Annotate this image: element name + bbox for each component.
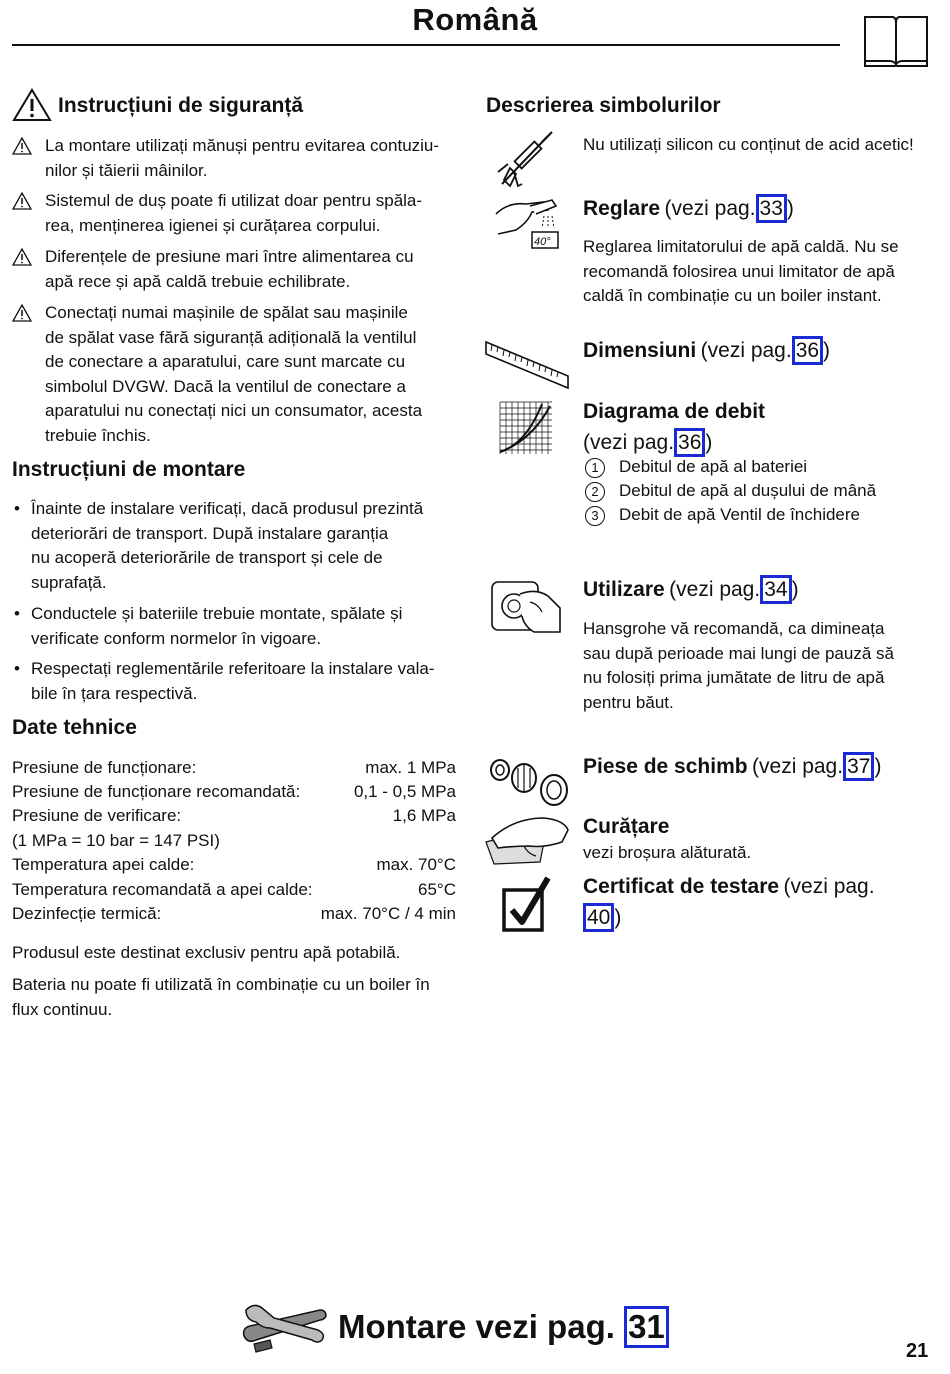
certificate-page-link[interactable]: 40 bbox=[583, 903, 614, 932]
cleaning-hand-icon bbox=[484, 812, 570, 868]
montage-label: Montare vezi pag. bbox=[338, 1308, 615, 1345]
cleaning-title: Curățare bbox=[583, 815, 670, 838]
flow-item-number: 3 bbox=[585, 506, 605, 526]
tech-label: Presiune de funcționare recomandată: bbox=[12, 782, 301, 801]
warning-small-icon bbox=[12, 248, 32, 266]
safety-item-text: Sistemul de duș poate fi utilizat doar pentru spăla- rea, menținerea igienei și curățarea corpului. bbox=[45, 191, 423, 235]
flow-item-text: Debitul de apă al bateriei bbox=[619, 457, 808, 476]
dimensions-title: Dimensiuni bbox=[583, 339, 697, 362]
usage-ref: (vezi pag. bbox=[669, 578, 761, 601]
safety-item-text: Conectați numai mașinile de spălat sau mașinile de spălat vase fără siguranță adițională la ventilul de conectare a aparatului, care sunt marcate cu simbolul DVGW. Dacă la ventilul de conectare a aparatului nu conectați nici un consumator, acesta trebuie închis. bbox=[45, 303, 423, 445]
warning-icon bbox=[12, 88, 52, 122]
tech-label: Presiune de funcționare: bbox=[12, 758, 197, 777]
tech-label: Temperatura apei calde: bbox=[12, 855, 195, 874]
mounting-item-text: Respectați reglementările referitoare la instalare vala- bile în țara respectivă. bbox=[31, 659, 435, 703]
tech-value: max. 70°C bbox=[376, 855, 456, 874]
flow-ref: (vezi pag. bbox=[583, 431, 675, 454]
flow-item-number: 2 bbox=[585, 482, 605, 502]
mounting-item-text: Înainte de instalare verificați, dacă produsul prezintă deteriorări de transport. După instalare garanția nu acoperă deteriorările de transport și cele de suprafață. bbox=[31, 499, 424, 592]
tech-label: Presiune de verificare: bbox=[12, 806, 182, 825]
spare-parts-icon bbox=[488, 754, 570, 808]
tech-value: max. 1 MPa bbox=[365, 758, 456, 777]
warning-small-icon bbox=[12, 137, 32, 155]
warning-small-icon bbox=[12, 192, 32, 210]
adjust-title-line: Reglare (vezi pag. 33 ) bbox=[583, 194, 794, 223]
tech-label: Dezinfecție termică: bbox=[12, 904, 162, 923]
warning-small-icon bbox=[12, 304, 32, 322]
flow-item bbox=[585, 503, 860, 528]
checkbox-check-icon bbox=[500, 876, 552, 934]
usage-page-link[interactable]: 34 bbox=[760, 575, 791, 604]
usage-title-line: Utilizare (vezi pag. 34 ) bbox=[583, 575, 799, 604]
wrench-screwdriver-icon bbox=[240, 1300, 328, 1356]
technical-note: Produsul este destinat exclusiv pentru apă potabilă. bbox=[12, 943, 401, 962]
tech-value: 65°C bbox=[418, 880, 456, 899]
flow-item-text: Debit de apă Ventil de închidere bbox=[619, 505, 861, 524]
certificate-title-line bbox=[583, 875, 943, 899]
silicone-gun-icon bbox=[494, 128, 558, 192]
handle-hand-icon bbox=[490, 578, 562, 634]
adjust-text: Reglarea limitatorului de apă caldă. Nu se recomandă folosirea unui limitator de apă caldă în combinație cu un boiler instant. bbox=[583, 237, 899, 305]
thermostat-hand-icon bbox=[492, 194, 564, 256]
symbols-heading: Descrierea simbolurilor bbox=[486, 94, 721, 117]
tech-label: (1 MPa = 10 bar = 147 PSI) bbox=[12, 831, 220, 850]
usage-text: Hansgrohe vă recomandă, ca dimineața sau după perioade mai lungi de pauză să nu folosiți prima jumătate de litru de apă pentru băut. bbox=[583, 619, 894, 712]
usage-title: Utilizare bbox=[583, 578, 665, 601]
certificate-ref: (vezi pag. bbox=[783, 875, 875, 898]
cleaning-text: vezi broșura alăturată. bbox=[583, 843, 752, 862]
page-title: Română bbox=[412, 2, 538, 37]
technical-heading: Date tehnice bbox=[12, 716, 137, 739]
page-number: 21 bbox=[906, 1340, 929, 1362]
spare-ref: (vezi pag. bbox=[752, 755, 844, 778]
flow-ref-line: (vezi pag. 36 ) bbox=[583, 428, 712, 457]
flow-item bbox=[585, 479, 876, 504]
dimensions-page-link[interactable]: 36 bbox=[792, 336, 823, 365]
tech-value: 0,1 - 0,5 MPa bbox=[353, 782, 456, 801]
dimensions-ref: (vezi pag. bbox=[700, 339, 792, 362]
thermostat-icon-label: 40° bbox=[534, 236, 551, 248]
certificate-title: Certificat de testare bbox=[583, 875, 780, 898]
spare-title-line: Piese de schimb (vezi pag. 37 ) bbox=[583, 752, 881, 781]
book-icon bbox=[862, 14, 930, 70]
adjust-ref: (vezi pag. bbox=[664, 197, 756, 220]
tech-value: max. 70°C / 4 min bbox=[320, 904, 456, 923]
ruler-icon bbox=[484, 340, 570, 392]
safety-item-text: La montare utilizați mănuși pentru evitarea contuziu- nilor și tăierii mâinilor. bbox=[45, 136, 440, 180]
mounting-heading: Instrucțiuni de montare bbox=[12, 458, 246, 481]
flow-item-text: Debitul de apă al dușului de mână bbox=[619, 481, 877, 500]
adjust-title: Reglare bbox=[583, 197, 661, 220]
silicone-text: Nu utilizați silicon cu conținut de acid acetic! bbox=[583, 135, 914, 154]
flow-page-link[interactable]: 36 bbox=[674, 428, 705, 457]
dimensions-title-line: Dimensiuni (vezi pag. 36 ) bbox=[583, 336, 830, 365]
spare-page-link[interactable]: 37 bbox=[843, 752, 874, 781]
adjust-page-link[interactable]: 33 bbox=[756, 194, 787, 223]
flow-item bbox=[585, 455, 807, 480]
tech-label: Temperatura recomandată a apei calde: bbox=[12, 880, 313, 899]
mounting-item-text: Conductele și bateriile trebuie montate, spălate și verificate conform normelor în vigoare. bbox=[31, 604, 403, 648]
flow-diagram-icon bbox=[498, 400, 554, 456]
certificate-page-line: 40 ) bbox=[583, 903, 621, 932]
montage-page-link[interactable]: 31 bbox=[624, 1306, 669, 1348]
spare-title: Piese de schimb bbox=[583, 755, 748, 778]
safety-item-text: Diferențele de presiune mari între alimentarea cu apă rece și apă caldă trebuie echilibrate. bbox=[45, 247, 414, 291]
montage-reference bbox=[338, 1306, 669, 1348]
flow-title: Diagrama de debit bbox=[583, 400, 766, 423]
tech-value: 1,6 MPa bbox=[392, 806, 456, 825]
technical-note: Bateria nu poate fi utilizată în combinație cu un boiler în flux continuu. bbox=[12, 975, 430, 1019]
header-rule bbox=[12, 44, 840, 46]
safety-heading: Instrucțiuni de siguranță bbox=[58, 94, 304, 117]
flow-item-number: 1 bbox=[585, 458, 605, 478]
